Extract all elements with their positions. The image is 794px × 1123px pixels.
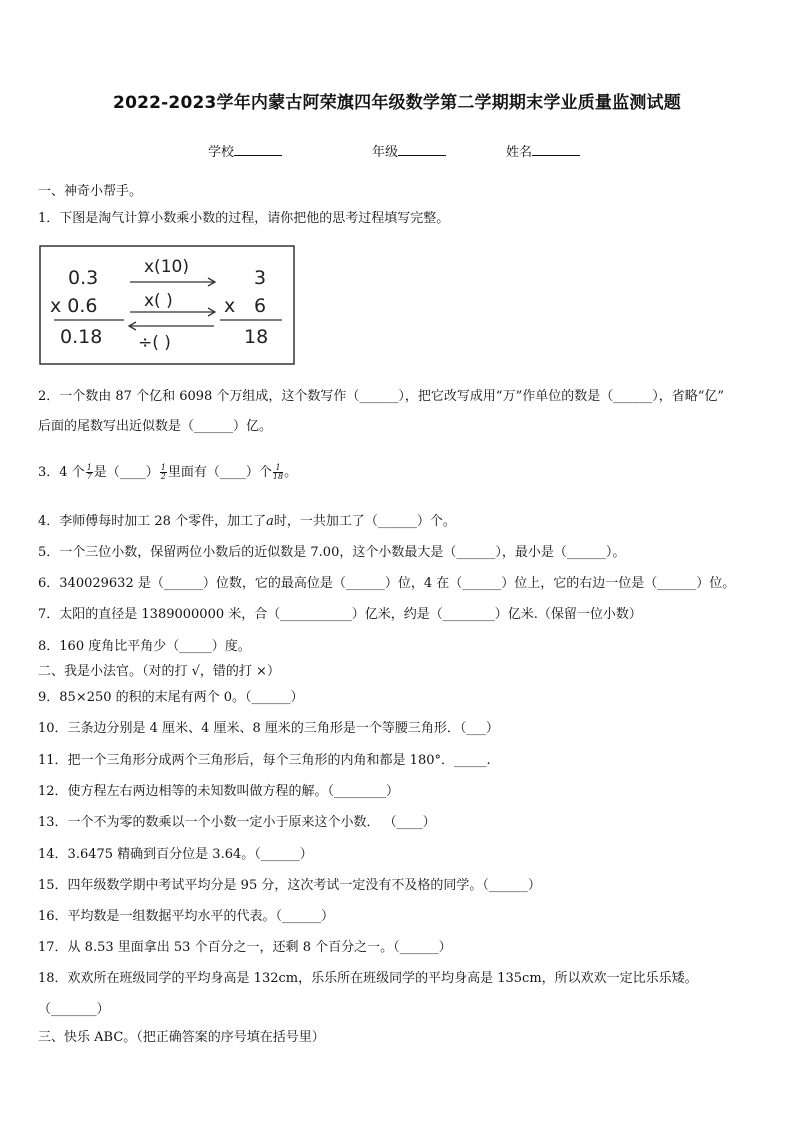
section-1-heading: 一、神奇小帮手。 xyxy=(38,184,143,199)
question-9: 9．85×250 的积的末尾有两个 0。（______） xyxy=(38,690,304,705)
question-17: 17．从 8.53 里面拿出 53 个百分之一，还剩 8 个百分之一。（______） xyxy=(38,940,452,955)
left-top-number: 0.3 xyxy=(68,267,99,289)
question-2-line-1: 2．一个数由 87 个亿和 6098 个万组成，这个数写作（______），把它改写成用“万”作单位的数是（______），省略“亿” xyxy=(38,389,725,404)
question-4 xyxy=(38,510,456,529)
question-8: 8．160 度角比平角少（_____）度。 xyxy=(38,639,251,654)
right-top-number: 3 xyxy=(254,267,267,289)
arrow-mid-label: x( ) xyxy=(144,291,173,311)
grade-label: 年级 xyxy=(372,145,399,160)
left-bottom-number: 0.18 xyxy=(60,326,103,348)
question-13: 13．一个不为零的数乘以一个小数一定小于原来这个小数． （____） xyxy=(38,815,436,830)
name-label: 姓名 xyxy=(506,145,533,160)
left-mid-number: x 0.6 xyxy=(50,295,98,317)
section-2-heading: 二、我是小法官。（对的打 √，错的打 ×） xyxy=(38,664,280,679)
school-blank xyxy=(234,142,282,156)
q3-part-3: 里面有（____）个 xyxy=(167,465,272,480)
school-field xyxy=(208,141,282,160)
question-18-line-2: （_______） xyxy=(38,1002,110,1017)
q4-variable: a xyxy=(266,514,274,529)
section-3-heading: 三、快乐 ABC。（把正确答案的序号填在括号里） xyxy=(38,1030,325,1045)
page-title: 2022-2023学年内蒙古阿荣旗四年级数学第二学期期末学业质量监测试题 xyxy=(113,93,681,113)
arrow-bottom-label: ÷( ) xyxy=(138,333,171,353)
q3-frac-2-num: 1 xyxy=(160,463,166,472)
question-14: 14．3.6475 精确到百分位是 3.64。（______） xyxy=(38,847,313,862)
decimal-multiplication-figure xyxy=(38,244,296,366)
q3-part-4: 。 xyxy=(284,465,298,480)
question-11: 11．把一个三角形分成两个三角形后，每个三角形的内角和都是 180°．_____. xyxy=(38,753,491,768)
question-5: 5．一个三位小数，保留两位小数后的近似数是 7.00，这个小数最大是（______），最小是（______）。 xyxy=(38,545,626,560)
q3-fraction-2 xyxy=(160,464,167,481)
question-6: 6．340029632 是（______）位数，它的最高位是（______）位，4 在（______）位上，它的右边一位是（______）位。 xyxy=(38,576,736,591)
q3-part-1: 3．4 个 xyxy=(38,465,85,480)
name-blank xyxy=(532,142,580,156)
question-16: 16．平均数是一组数据平均水平的代表。（______） xyxy=(38,909,335,924)
question-7: 7．太阳的直径是 1389000000 米，合（___________）亿米，约是（________）亿米.（保留一位小数） xyxy=(38,607,642,622)
question-15: 15．四年级数学期中考试平均分是 95 分，这次考试一定没有不及格的同学。（______） xyxy=(38,878,541,893)
figure-svg xyxy=(38,244,296,366)
question-18-line-1: 18．欢欢所在班级同学的平均身高是 132cm，乐乐所在班级同学的平均身高是 135cm，所以欢欢一定比乐乐矮。 xyxy=(38,971,698,986)
grade-field xyxy=(372,141,446,160)
grade-blank xyxy=(398,142,446,156)
school-label: 学校 xyxy=(208,145,235,160)
right-mid-times: x xyxy=(224,295,236,317)
q4-part-2: 时，一共加工了（______）个。 xyxy=(273,514,456,529)
q3-frac-1-den: 7 xyxy=(86,472,92,481)
right-bottom-number: 18 xyxy=(244,326,269,348)
q3-fraction-1 xyxy=(86,464,93,481)
arrow-top-label: x(10) xyxy=(144,257,189,277)
question-2-line-2: 后面的尾数写出近似数是（______）亿。 xyxy=(38,419,273,434)
q3-part-2: 是（____） xyxy=(93,465,159,480)
q3-fraction-3 xyxy=(273,464,283,481)
q3-frac-1-num: 1 xyxy=(86,463,92,472)
question-3 xyxy=(38,461,297,481)
name-field xyxy=(506,141,580,160)
q3-frac-3-den: 18 xyxy=(272,472,284,481)
question-10: 10．三条边分别是 4 厘米、4 厘米、8 厘米的三角形是一个等腰三角形．（___） xyxy=(38,721,499,736)
question-1: 1．下图是淘气计算小数乘小数的过程，请你把他的思考过程填写完整。 xyxy=(38,211,450,226)
q4-part-1: 4．李师傅每时加工 28 个零件，加工了 xyxy=(38,514,267,529)
q3-frac-2-den: 2 xyxy=(160,472,166,481)
right-mid-number: 6 xyxy=(254,295,267,317)
q3-frac-3-num: 1 xyxy=(273,464,283,473)
question-12: 12．使方程左右两边相等的未知数叫做方程的解。（________） xyxy=(38,784,400,799)
